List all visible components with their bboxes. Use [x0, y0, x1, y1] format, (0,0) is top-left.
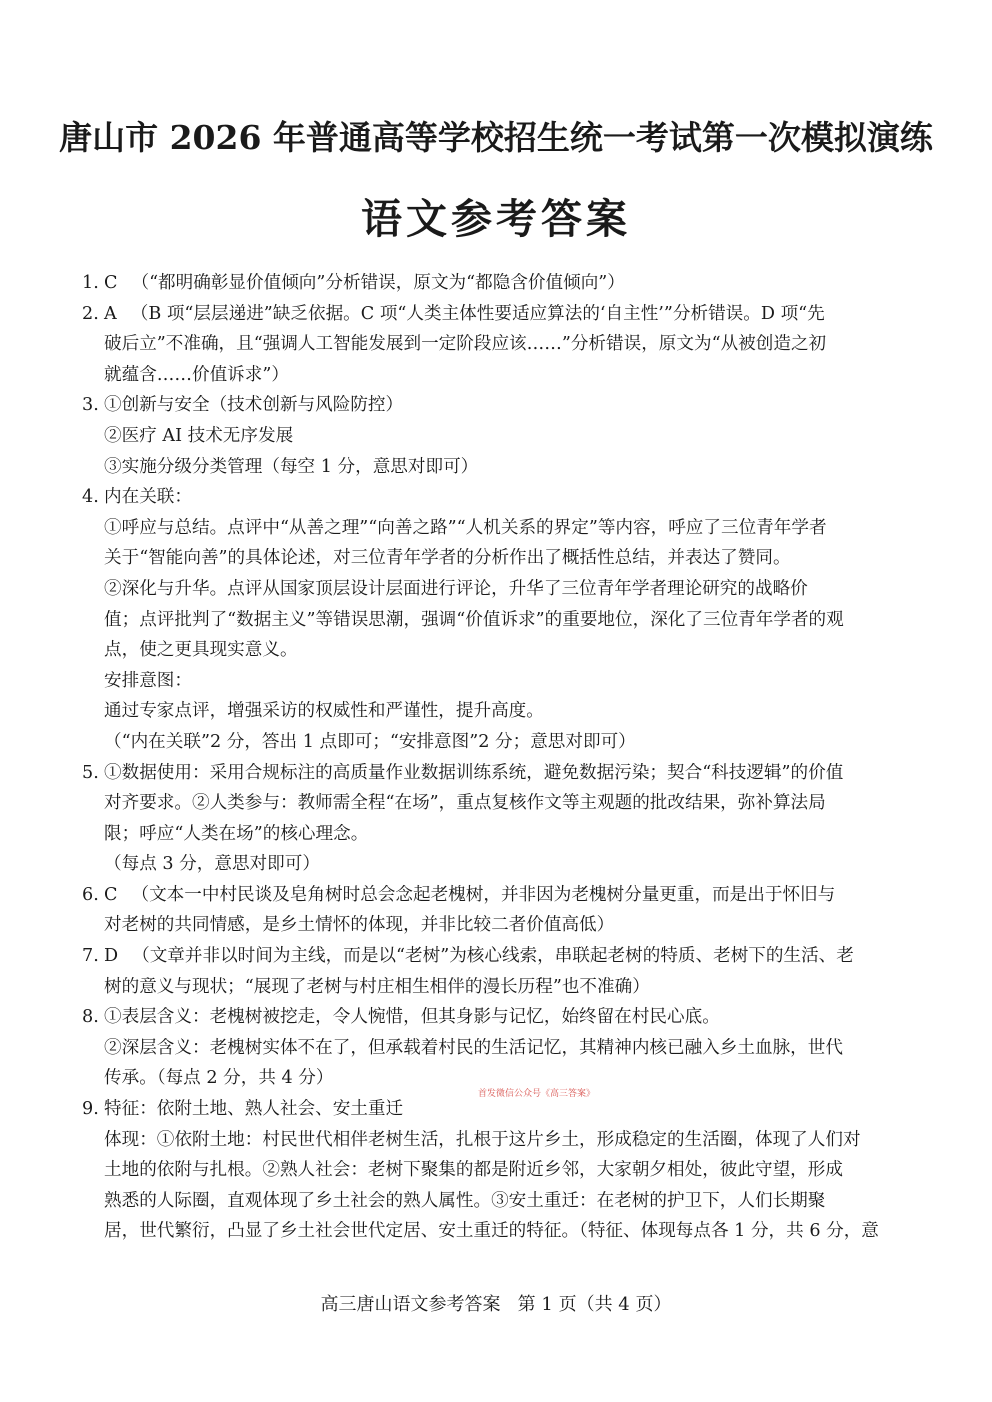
answer-choice: C: [104, 884, 118, 905]
answer-line: [104, 635, 912, 666]
answer-line: [104, 1216, 912, 1247]
answer-line: [104, 268, 912, 299]
answer-text: 树的意义与现状；“展现了老树与村庄相生相伴的漫长历程”也不准确）: [104, 976, 650, 997]
answer-line: [104, 390, 912, 421]
answer-text: 居，世代繁衍，凸显了乡土社会世代定居、安土重迁的特征。（特征、体现每点各 1 分，共 6 分，意: [104, 1221, 879, 1242]
exam-title: 唐山市 2026 年普通高等学校招生统一考试第一次模拟演练: [59, 118, 933, 157]
answer-line: [104, 880, 912, 911]
answer-text: 传承。（每点 2 分，共 4 分）: [104, 1068, 334, 1089]
answer-line: [104, 452, 912, 483]
answer-line: [104, 849, 912, 880]
answer-number: 5.: [82, 762, 99, 783]
answer-number: 3.: [82, 395, 99, 416]
answer-number: 8.: [82, 1007, 99, 1028]
answer-line: [104, 666, 912, 697]
answer-line: [104, 1186, 912, 1217]
answer-line: [104, 1033, 912, 1064]
answer-text: 限；呼应“人类在场”的核心理念。: [104, 823, 369, 844]
answer-list: [82, 268, 912, 1247]
answer-text: 安排意图：: [104, 670, 192, 691]
answer-text: （每点 3 分，意思对即可）: [104, 854, 320, 875]
answer-text: （文本一中村民谈及皂角树时总会念起老槐树，并非因为老槐树分量更重，而是出于怀旧与: [131, 884, 836, 905]
answer-line: [104, 482, 912, 513]
answer-number: 1.: [82, 273, 99, 293]
answer-line: [104, 1125, 912, 1156]
answer-line: [104, 758, 912, 789]
answer-text: 特征：依附土地、熟人社会、安土重迁: [104, 1099, 404, 1120]
answer-text: 破后立”不准确，且“强调人工智能发展到一定阶段应该……”分析错误，原文为“从被创造之初: [104, 334, 827, 355]
answer-line: [104, 696, 912, 727]
answer-number: 9.: [82, 1099, 99, 1120]
answer-item: [82, 482, 912, 757]
answer-text: 通过专家点评，增强采访的权威性和严谨性，提升高度。: [104, 701, 544, 722]
answer-line: [104, 543, 912, 574]
answer-line: [104, 360, 912, 391]
answer-line: [104, 299, 912, 330]
answer-item: [82, 880, 912, 941]
answer-line: [104, 421, 912, 452]
answer-text: （B 项“层层递进”缺乏依据。C 项“人类主体性要适应算法的‘自主性’”分析错误。D 项“先: [130, 303, 825, 324]
answer-text: （文章并非以时间为主线，而是以“老树”为核心线索，串联起老树的特质、老树下的生活、老: [132, 946, 854, 967]
answer-line: [104, 1155, 912, 1186]
answer-item: [82, 1002, 912, 1094]
answer-text: ③实施分级分类管理（每空 1 分，意思对即可）: [104, 456, 479, 477]
answer-text: 熟悉的人际圈，直观体现了乡土社会的熟人属性。③安土重迁：在老树的护卫下，人们长期聚: [104, 1190, 826, 1211]
answer-text: ②深层含义：老槐树实体不在了，但承载着村民的生活记忆，其精神内核已融入乡土血脉，世代: [104, 1037, 843, 1058]
answer-text: ②深化与升华。点评从国家顶层设计层面进行评论，升华了三位青年学者理论研究的战略价: [104, 578, 808, 599]
answer-text: ②医疗 AI 技术无序发展: [104, 425, 294, 446]
answer-number: 7.: [82, 946, 99, 967]
answer-text: （“内在关联”2 分，答出 1 点即可；“安排意图”2 分；意思对即可）: [104, 731, 636, 752]
answer-text: 关于“智能向善”的具体论述，对三位青年学者的分析作出了概括性总结，并表达了赞同。: [104, 548, 791, 569]
answer-text: 体现：①依附土地：村民世代相伴老树生活，扎根于这片乡土，形成稳定的生活圈，体现了人们对: [104, 1129, 861, 1150]
answer-text: 对齐要求。②人类参与：教师需全程“在场”，重点复核作文等主观题的批改结果，弥补算法局: [104, 793, 826, 814]
answer-line: [104, 513, 912, 544]
answer-line: [104, 605, 912, 636]
answer-choice: A: [104, 303, 117, 324]
answer-text: 点，使之更具现实意义。: [104, 640, 298, 661]
answer-number: 2.: [82, 303, 99, 324]
answer-number: 6.: [82, 884, 99, 905]
answer-text: ①表层含义：老槐树被挖走，令人惋惜，但其身影与记忆，始终留在村民心底。: [104, 1007, 720, 1028]
answer-choice: D: [104, 946, 119, 967]
answer-text: 内在关联：: [104, 487, 192, 508]
answer-line: [104, 788, 912, 819]
answer-text: ①呼应与总结。点评中“从善之理”“向善之路”“人机关系的界定”等内容，呼应了三位青年学者: [104, 517, 827, 538]
answer-line: [104, 941, 912, 972]
answer-item: [82, 1094, 912, 1247]
watermark-text: 首发微信公众号《高三答案》: [478, 1089, 596, 1099]
page-footer: 高三唐山语文参考答案 第 1 页（共 4 页）: [320, 1294, 672, 1315]
answer-line: [104, 329, 912, 360]
answer-item: [82, 268, 912, 299]
answer-item: [82, 390, 912, 482]
answer-item: [82, 941, 912, 1002]
answer-line: [104, 1002, 912, 1033]
answer-text: 对老树的共同情感，是乡土情怀的体现，并非比较二者价值高低）: [104, 915, 615, 936]
document-subtitle: 语文参考答案: [361, 195, 631, 243]
answer-line: [104, 819, 912, 850]
answer-line: [104, 727, 912, 758]
answer-text: （“都明确彰显价值倾向”分析错误，原文为“都隐含价值倾向”）: [131, 273, 625, 293]
answer-choice: C: [104, 273, 118, 293]
answer-item: [82, 299, 912, 391]
answer-text: 土地的依附与扎根。②熟人社会：老树下聚集的都是附近乡邻，大家朝夕相处，彼此守望，形成: [104, 1160, 843, 1181]
answer-text: ①数据使用：采用合规标注的高质量作业数据训练系统，避免数据污染；契合“科技逻辑”的价值: [104, 762, 844, 783]
answer-number: 4.: [82, 487, 99, 508]
answer-line: [104, 972, 912, 1003]
answer-text: ①创新与安全（技术创新与风险防控）: [104, 395, 404, 416]
answer-text: 就蕴含……价值诉求”）: [104, 364, 289, 385]
answer-line: [104, 910, 912, 941]
answer-line: [104, 574, 912, 605]
answer-item: [82, 758, 912, 880]
answer-text: 值；点评批判了“数据主义”等错误思潮，强调“价值诉求”的重要地位，深化了三位青年学者的观: [104, 609, 844, 630]
